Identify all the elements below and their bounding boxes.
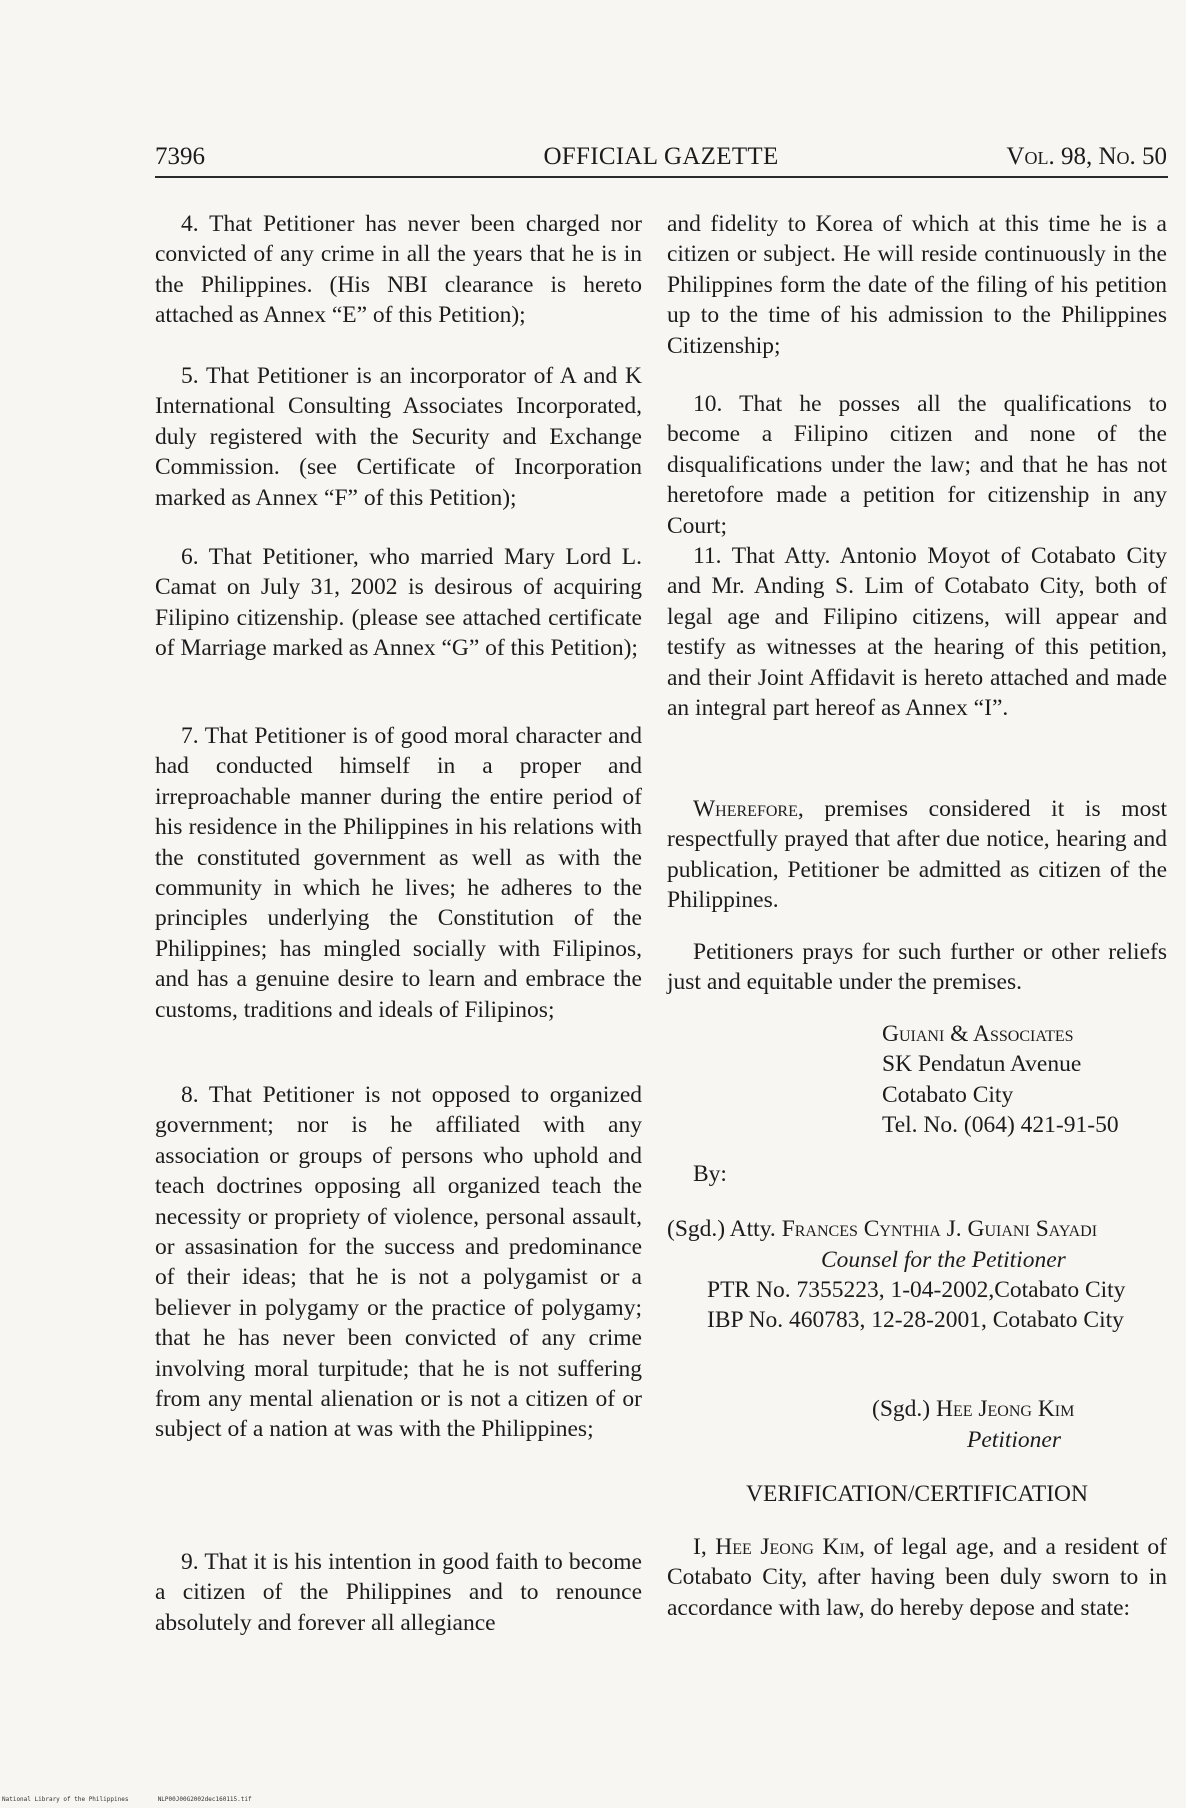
ptr-number: PTR No. 7355223, 1-04-2002,Cotabato City	[707, 1277, 1126, 1303]
counsel-role: Counsel for the Petitioner	[821, 1247, 1066, 1273]
firm-telephone: Tel. No. (064) 421-91-50	[882, 1112, 1119, 1139]
wherefore-word: Wherefore,	[693, 796, 804, 822]
publication-title: OFFICIAL GAZETTE	[543, 143, 779, 170]
wherefore-paragraph	[667, 794, 1167, 916]
paragraph-9: 9. That it is his intention in good faith to become a citizen of the Philippines and to renounce absolutely and forever all allegiance	[155, 1549, 642, 1636]
scan-footer	[2, 1796, 252, 1803]
paragraph-10: 10. That he posses all the qualifications to become a Filipino citizen and none of the disqualifications under the law; and that he has not heretofore made a petition for citizenship in any Court;	[667, 391, 1167, 539]
prayer-paragraph: Petitioners prays for such further or other reliefs just and equitable under the premises.	[667, 939, 1167, 996]
counsel-name: Frances Cynthia J. Guiani Sayadi	[781, 1216, 1098, 1242]
footer-file-id: NLP00J00G2002dec160115.tif	[157, 1796, 252, 1803]
paragraph-9-continued: and fidelity to Korea of which at this time he is a citizen or subject. He will reside continuously in the Philippines form the date of the filing of his petition up to the time of his admission to the Philippines Citizenship;	[667, 211, 1167, 359]
petitioner-role: Petitioner	[967, 1427, 1061, 1453]
petitioner-name: Hee Jeong Kim	[935, 1396, 1075, 1422]
paragraph-11: 11. That Atty. Antonio Moyot of Cotabato City and Mr. Anding S. Lim of Cotabato City, both of legal age and Filipino citizens, will appear and testify as witnesses at the hearing of this petition, and their Joint Affidavit is hereto attached and made an integral part hereof as Annex “I”.	[667, 543, 1167, 722]
verification-heading: VERIFICATION/CERTIFICATION	[746, 1481, 1088, 1507]
paragraph-5: 5. That Petitioner is an incorporator of A and K International Consulting Associates Incorporated, duly registered with the Security and Exchange Commission. (see Certificate of Incorporation marked as Annex “F” of this Petition);	[155, 363, 642, 511]
counsel-sgd: (Sgd.) Atty.	[667, 1216, 782, 1242]
firm-name: Guiani & Associates	[882, 1021, 1074, 1047]
firm-city: Cotabato City	[882, 1081, 1014, 1108]
wherefore-text: premises considered it is most respectfully prayed that after due notice, hearing and publication, Petitioner be admitted as citizen of the Philippines.	[667, 796, 1167, 914]
verification-paragraph	[667, 1532, 1167, 1623]
petitioner-signature	[872, 1394, 1074, 1424]
verification-name: Hee Jeong Kim	[715, 1534, 860, 1560]
counsel-signature	[667, 1214, 1097, 1244]
by-label: By:	[693, 1161, 727, 1187]
paragraph-6: 6. That Petitioner, who married Mary Lord L. Camat on July 31, 2002 is desirous of acquiring Filipino citizenship. (please see attached certificate of Marriage marked as Annex “G” of this Petition);	[155, 544, 642, 662]
footer-library: National Library of the Philippines	[2, 1796, 129, 1803]
paragraph-8: 8. That Petitioner is not opposed to organized government; nor is he affiliated with any association or groups of persons who uphold and teach doctrines opposing all organized teach the necessity or propriety of violence, personal assault, or assasination for the success and predominance of their ideas; that he is not a polygamist or a believer in polygamy or the practice of polygamy; that he has never been convicted of any crime involving moral turpitude; that he is not suffering from any mental alienation or is not a citizen of or subject of a nation at was with the Philippines;	[155, 1082, 642, 1443]
petitioner-sgd: (Sgd.)	[872, 1396, 936, 1422]
ibp-number: IBP No. 460783, 12-28-2001, Cotabato City	[707, 1307, 1124, 1333]
page-header	[155, 143, 1167, 175]
paragraph-7: 7. That Petitioner is of good moral character and had conducted himself in a proper and irreproachable manner during the entire period of his residence in the Philippines in his relations with the constituted government as well as with the community in which he lives; he adheres to the principles underlying the Constitution of the Philippines; has mingled socially with Filipinos, and has a genuine desire to learn and embrace the customs, traditions and ideals of Filipinos;	[155, 723, 642, 1023]
firm-street: SK Pendatun Avenue	[882, 1051, 1082, 1078]
verification-text: , of legal age, and a resident of Cotabato City, after having been duly sworn to in accordance with law, do hereby depose and state:	[667, 1534, 1167, 1621]
paragraph-4: 4. That Petitioner has never been charged nor convicted of any crime in all the years that he is in the Philippines. (His NBI clearance is hereto attached as Annex “E” of this Petition);	[155, 211, 642, 329]
verification-i: I,	[693, 1534, 716, 1560]
header-rule	[155, 176, 1168, 178]
law-firm-block	[882, 1019, 1119, 1141]
volume-issue: Vol. 98, No. 50	[1006, 143, 1167, 170]
page-number: 7396	[155, 143, 205, 170]
